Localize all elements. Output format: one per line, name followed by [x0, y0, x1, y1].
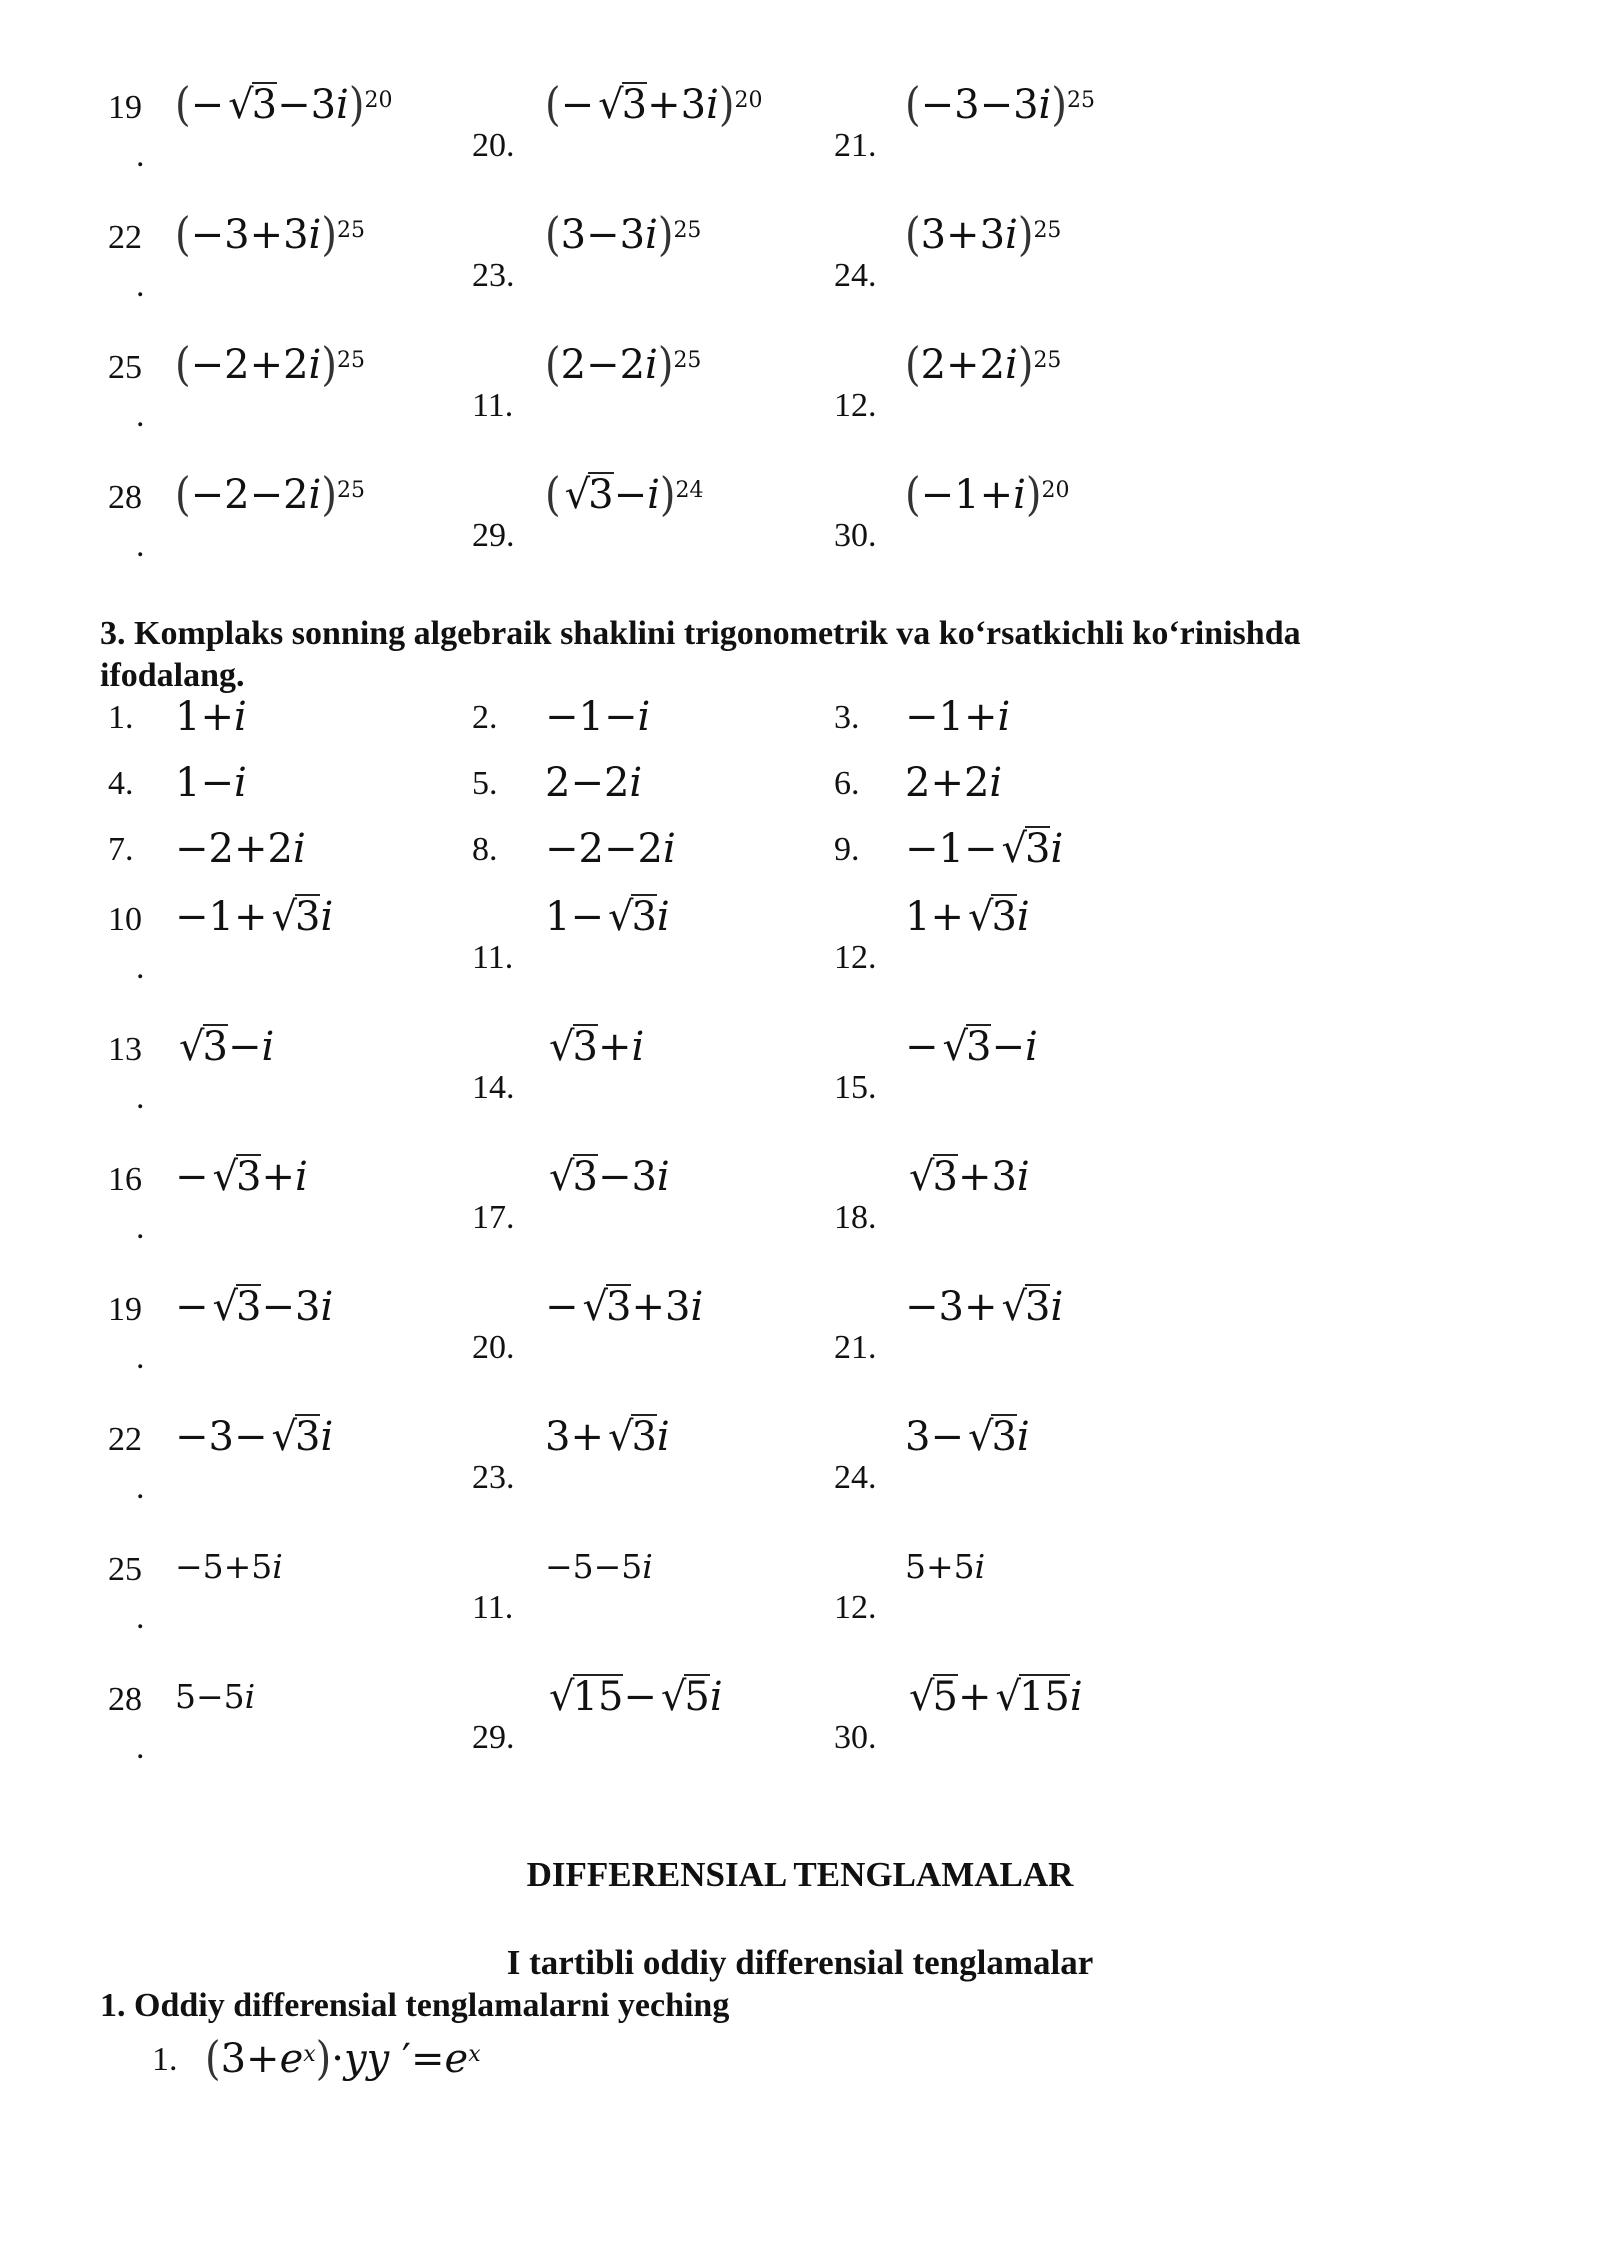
exercise-expression: − √3−i: [905, 1024, 1038, 1070]
exercise-number: 22: [108, 1421, 142, 1458]
exercise-number: 3.: [834, 699, 860, 736]
exercise-expression: −3+ √3i: [905, 1284, 1064, 1330]
exercise-number: 28: [108, 1681, 142, 1718]
exercise-expression: −5−5i: [545, 1547, 653, 1586]
exercise-number: 24.: [834, 1459, 877, 1496]
exercise-number: 21.: [834, 1329, 877, 1366]
exercise-expression: 5+5i: [905, 1547, 986, 1586]
number-period: .: [136, 1599, 145, 1636]
exercise-expression: 1+i: [175, 694, 247, 740]
number-period: .: [136, 137, 145, 174]
exercise-number: 15.: [834, 1069, 877, 1106]
number-period: .: [136, 527, 145, 564]
exercise-expression: − √3+i: [175, 1154, 308, 1200]
exercise-expression: $(2-2i)^{25}$: [545, 338, 702, 392]
number-period: .: [136, 1729, 145, 1766]
exercise-number: 30.: [834, 517, 877, 554]
exercise-number: 13: [108, 1031, 142, 1068]
exercise-expression: $(3+3i)^{25}$: [905, 208, 1062, 262]
exercise-expression: 5−5i: [175, 1677, 256, 1716]
exercise-expression: −1+i: [905, 694, 1011, 740]
exercise-number: 17.: [472, 1199, 515, 1236]
exercise-number: 8.: [472, 831, 498, 868]
exercise-expression: 3− √3i: [905, 1414, 1030, 1460]
number-period: .: [136, 1469, 145, 1506]
exercise-number: 9.: [834, 831, 860, 868]
exercise-number: 10: [108, 901, 142, 938]
exercise-number: 19: [108, 89, 142, 126]
number-period: .: [136, 1339, 145, 1376]
exercise-number: 1.: [152, 2041, 178, 2078]
exercise-number: 12.: [834, 939, 877, 976]
exercise-expression: 1− √3i: [545, 894, 670, 940]
exercise-number: 19: [108, 1291, 142, 1328]
exercise-expression: 1−i: [175, 760, 247, 806]
exercise-expression: −5+5i: [175, 1547, 283, 1586]
exercise-expression: 1+ √3i: [905, 894, 1030, 940]
exercise-expression: − √3−3i: [175, 1284, 334, 1330]
exercise-expression: −1− √3i: [905, 826, 1064, 872]
chapter-title: DIFFERENSIAL TENGLAMALAR: [526, 1855, 1074, 1894]
exercise-expression: √3+3i: [909, 1154, 1030, 1200]
exercise-expression: (− √3+3i)$^{20}$: [545, 78, 763, 132]
exercise-expression: $(-3+3i)^{25}$: [175, 208, 365, 262]
exercise-expression: √15− √5i: [549, 1674, 723, 1720]
exercise-expression: √5+ √15i: [909, 1674, 1083, 1720]
exercise-number: 25: [108, 349, 142, 386]
exercise-number: 30.: [834, 1719, 877, 1756]
exercise-expression: $(3-3i)^{25}$: [545, 208, 702, 262]
exercise-number: 23.: [472, 1459, 515, 1496]
exercise-number: 29.: [472, 1719, 515, 1756]
exercise-expression: $(-2-2i)^{25}$: [175, 468, 365, 522]
exercise-number: 18.: [834, 1199, 877, 1236]
exercise-number: 14.: [472, 1069, 515, 1106]
exercise-expression: −1−i: [545, 694, 651, 740]
number-period: .: [136, 949, 145, 986]
exercise-expression: $(3+e^x)\cdot yy$ $'=e^x$: [205, 2032, 481, 2086]
exercise-number: 20.: [472, 1329, 515, 1366]
exercise-expression: −3− √3i: [175, 1414, 334, 1460]
exercise-number: 16: [108, 1161, 142, 1198]
exercise-number: 4.: [108, 765, 134, 802]
exercise-number: 7.: [108, 831, 134, 868]
exercise-expression: −2+2i: [175, 826, 306, 872]
exercise-number: 12.: [834, 1589, 877, 1626]
section-3-heading-line2: ifodalang.: [100, 657, 245, 694]
section-3-heading-line1: 3. Komplaks sonning algebraik shaklini trigonometrik va ko‘rsatkichli ko‘rinishda: [100, 615, 1301, 652]
number-period: .: [136, 397, 145, 434]
task-heading: 1. Oddiy differensial tenglamalarni yeching: [100, 1987, 730, 2024]
exercise-expression: 2−2i: [545, 760, 643, 806]
exercise-expression: √3+i: [549, 1024, 645, 1070]
exercise-expression: √3−3i: [549, 1154, 670, 1200]
exercise-expression: $(2+2i)^{25}$: [905, 338, 1062, 392]
exercise-expression: √3−i: [179, 1024, 275, 1070]
exercise-number: 25: [108, 1551, 142, 1588]
exercise-number: 5.: [472, 765, 498, 802]
exercise-expression: 2+2i: [905, 760, 1003, 806]
exercise-expression: −2−2i: [545, 826, 676, 872]
exercise-number: 24.: [834, 257, 877, 294]
exercise-expression: −1+ √3i: [175, 894, 334, 940]
chapter-subtitle: I tartibli oddiy differensial tenglamalar: [506, 1943, 1094, 1982]
exercise-number: 11.: [472, 387, 514, 424]
number-period: .: [136, 267, 145, 304]
number-period: .: [136, 1209, 145, 1246]
exercise-number: 6.: [834, 765, 860, 802]
exercise-number: 2.: [472, 699, 498, 736]
exercise-expression: ( √3−i)$^{24}$: [545, 468, 704, 522]
exercise-expression: − √3+3i: [545, 1284, 704, 1330]
exercise-expression: $(-2+2i)^{25}$: [175, 338, 365, 392]
exercise-expression: (− √3−3i)$^{20}$: [175, 78, 393, 132]
exercise-expression: $(-3-3i)^{25}$: [905, 78, 1095, 132]
exercise-number: 22: [108, 219, 142, 256]
number-period: .: [136, 1079, 145, 1116]
exercise-number: 23.: [472, 257, 515, 294]
exercise-expression: 3+ √3i: [545, 1414, 670, 1460]
exercise-expression: $(-1+i)^{20}$: [905, 468, 1070, 522]
exercise-number: 29.: [472, 517, 515, 554]
exercise-number: 11.: [472, 1589, 514, 1626]
exercise-number: 12.: [834, 387, 877, 424]
exercise-number: 11.: [472, 939, 514, 976]
exercise-number: 20.: [472, 127, 515, 164]
exercise-number: 28: [108, 479, 142, 516]
exercise-number: 21.: [834, 127, 877, 164]
exercise-number: 1.: [108, 699, 134, 736]
